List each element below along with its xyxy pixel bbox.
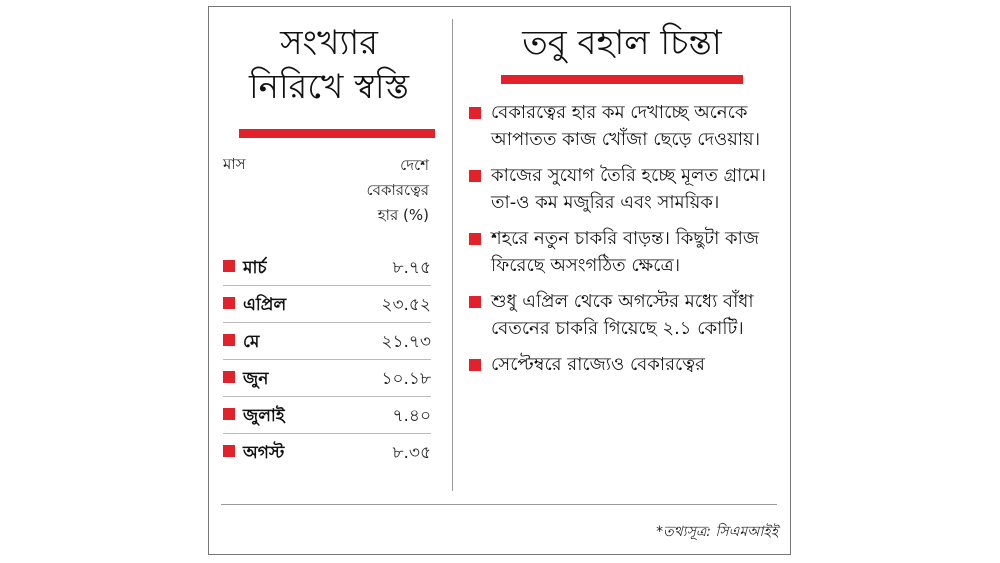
source-credit: *তথ্যসূত্র: সিএমআইই xyxy=(656,524,778,540)
rate-header-line2: বেকারত্বের xyxy=(366,181,429,199)
concerns-list xyxy=(467,99,779,387)
concerns-column xyxy=(457,7,787,499)
point-text: সেপ্টেম্বরে রাজ্যেও বেকারত্বের xyxy=(491,354,705,375)
right-red-bar xyxy=(501,75,743,84)
red-square-bullet-icon xyxy=(223,445,235,457)
month-column-header: মাস xyxy=(223,155,246,173)
row-month: জুন xyxy=(243,369,269,389)
table-row xyxy=(223,249,431,285)
red-square-bullet-icon xyxy=(469,170,481,182)
left-headline-line1: সংখ্যার xyxy=(280,23,378,63)
list-item xyxy=(467,162,779,216)
left-red-bar xyxy=(239,129,435,138)
red-square-bullet-icon xyxy=(469,359,481,371)
list-item xyxy=(467,288,779,342)
left-headline xyxy=(219,21,439,109)
right-headline: তবু বহাল চিন্তা xyxy=(522,23,722,63)
stats-column xyxy=(209,7,449,499)
point-text: শুধু এপ্রিল থেকে অগস্টের মধ্যে বাঁধা বেতনের চাকরি গিয়েছে ২.১ কোটি। xyxy=(491,291,754,339)
row-month: জুলাই xyxy=(243,406,285,426)
red-square-bullet-icon xyxy=(469,107,481,119)
table-row xyxy=(223,359,431,396)
row-value: ২১.৭৩ xyxy=(381,332,431,352)
rate-column-header xyxy=(309,153,429,228)
list-item xyxy=(467,99,779,153)
table-row xyxy=(223,433,431,470)
red-square-bullet-icon xyxy=(223,260,235,272)
row-value: ৮.৭৫ xyxy=(392,258,431,278)
red-square-bullet-icon xyxy=(223,371,235,383)
point-text: কাজের সুযোগ তৈরি হচ্ছে মূলত গ্রামে। তা-ও কম মজুরির এবং সাময়িক। xyxy=(491,165,767,213)
list-item xyxy=(467,351,779,378)
row-value: ৮.৩৫ xyxy=(392,443,431,463)
table-row xyxy=(223,322,431,359)
table-row xyxy=(223,396,431,433)
rate-table xyxy=(223,249,431,470)
red-square-bullet-icon xyxy=(223,334,235,346)
row-value: ৭.৪০ xyxy=(392,406,431,426)
rate-header-line3: হার (%) xyxy=(377,206,429,224)
infographic-card xyxy=(208,6,791,555)
row-value: ২৩.৫২ xyxy=(381,295,431,315)
column-divider xyxy=(452,19,453,491)
point-text: বেকারত্বের হার কম দেখাচ্ছে অনেকে আপাতত কাজ খোঁজা ছেড়ে দেওয়ায়। xyxy=(491,102,761,150)
red-square-bullet-icon xyxy=(469,296,481,308)
row-value: ১০.১৮ xyxy=(381,369,431,389)
red-square-bullet-icon xyxy=(223,297,235,309)
table-row xyxy=(223,285,431,322)
row-month: মার্চ xyxy=(243,258,267,278)
left-headline-line2: নিরিখে স্বস্তি xyxy=(248,67,410,107)
red-square-bullet-icon xyxy=(469,233,481,245)
point-text: শহরে নতুন চাকরি বাড়ন্ত। কিছুটা কাজ ফিরেছে অসংগঠিত ক্ষেত্রে। xyxy=(491,228,759,276)
row-month: এপ্রিল xyxy=(243,295,287,315)
list-item xyxy=(467,225,779,279)
red-square-bullet-icon xyxy=(223,408,235,420)
row-month: অগস্ট xyxy=(243,443,285,463)
bottom-rule xyxy=(221,504,777,505)
row-month: মে xyxy=(243,332,260,352)
rate-header-line1: দেশে xyxy=(400,156,429,174)
